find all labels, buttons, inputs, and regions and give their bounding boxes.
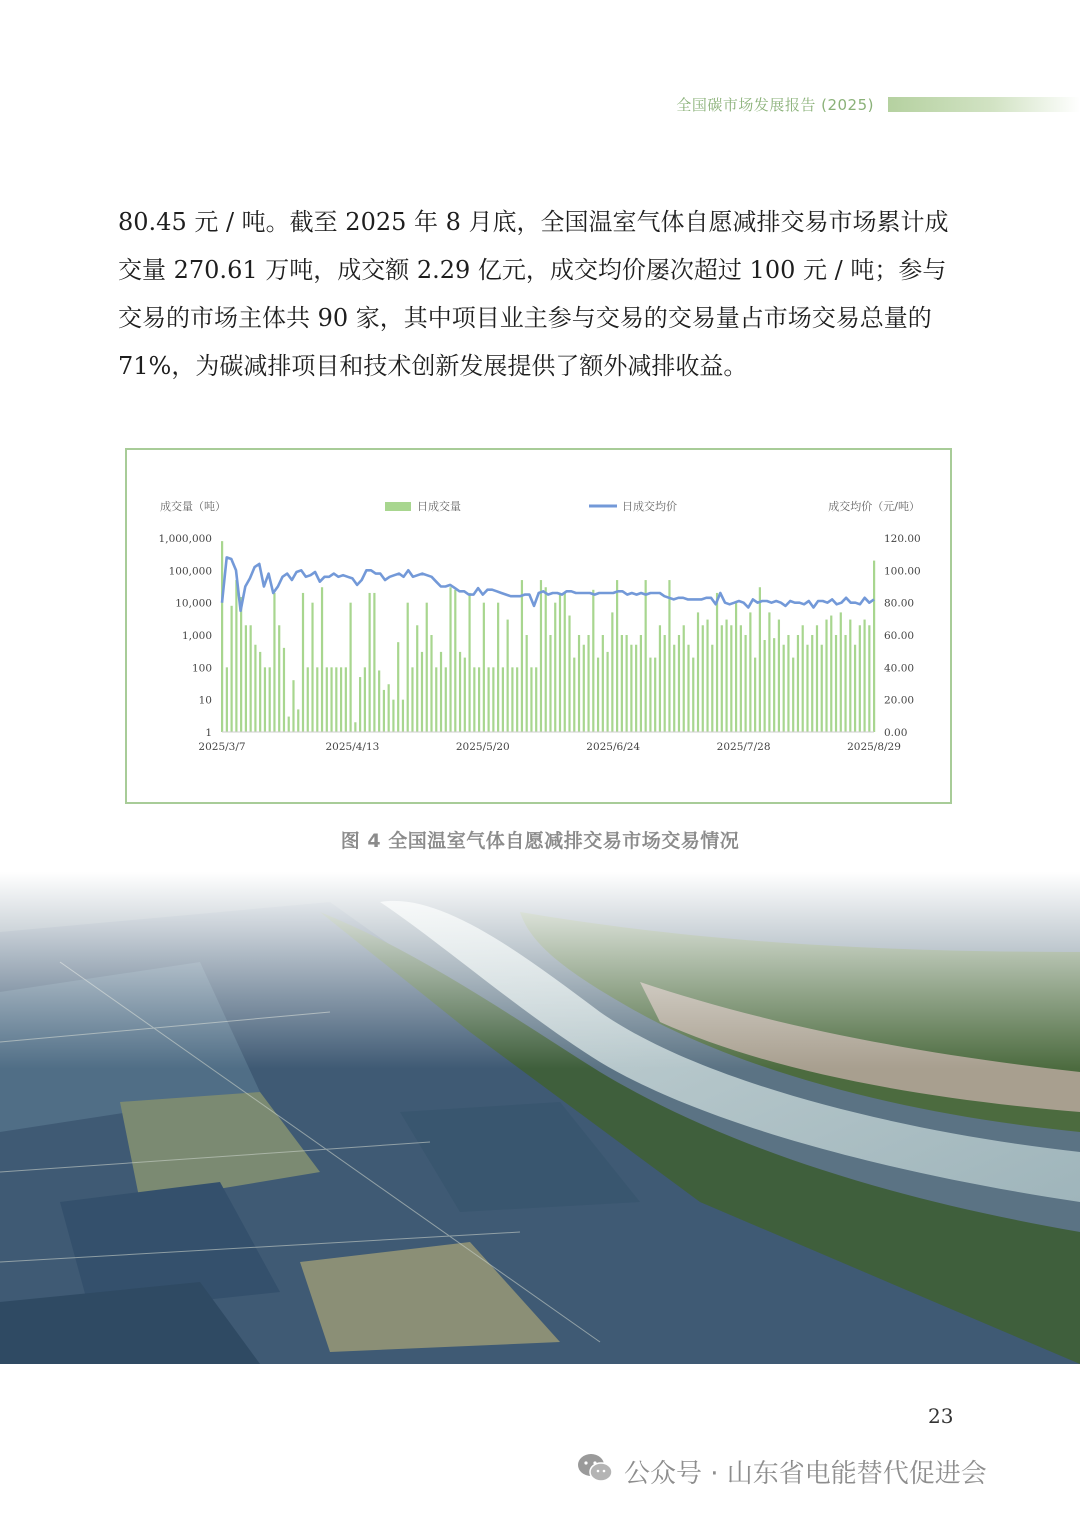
volume-bar bbox=[754, 658, 756, 732]
x-tick-label: 2025/4/13 bbox=[325, 741, 380, 753]
volume-bar bbox=[706, 620, 708, 732]
volume-bar bbox=[721, 625, 723, 732]
volume-bar bbox=[559, 593, 561, 732]
volume-bar bbox=[516, 667, 518, 732]
volume-bar bbox=[668, 580, 670, 732]
volume-bar bbox=[863, 620, 865, 732]
volume-bar bbox=[478, 667, 480, 732]
volume-bar bbox=[711, 645, 713, 732]
volume-bar bbox=[606, 652, 608, 732]
chart-frame bbox=[125, 448, 952, 804]
left-tick-label: 100 bbox=[191, 662, 212, 675]
volume-bar bbox=[349, 603, 351, 732]
volume-bar bbox=[749, 612, 751, 732]
volume-bar bbox=[340, 667, 342, 732]
volume-bar bbox=[697, 612, 699, 732]
running-header-title: 全国碳市场发展报告 (2025) bbox=[676, 96, 874, 114]
volume-bar bbox=[449, 587, 451, 732]
right-tick-label: 120.00 bbox=[884, 533, 921, 545]
volume-bar bbox=[402, 700, 404, 732]
legend-swatch-bar bbox=[385, 502, 411, 511]
volume-bar bbox=[311, 603, 313, 732]
volume-bar bbox=[407, 603, 409, 732]
volume-bar bbox=[430, 635, 432, 732]
x-tick-label: 2025/3/7 bbox=[198, 741, 246, 753]
volume-bar bbox=[768, 612, 770, 732]
volume-bar bbox=[783, 645, 785, 732]
volume-bar bbox=[364, 667, 366, 732]
right-axis-title: 成交均价（元/吨） bbox=[828, 500, 920, 513]
volume-bar bbox=[226, 667, 228, 732]
volume-bar bbox=[269, 667, 271, 732]
volume-bar bbox=[611, 612, 613, 732]
right-tick-label: 80.00 bbox=[884, 597, 915, 610]
volume-bar bbox=[307, 667, 309, 732]
volume-bar bbox=[488, 667, 490, 732]
volume-bar bbox=[626, 635, 628, 732]
volume-bar bbox=[778, 620, 780, 732]
volume-bar bbox=[621, 635, 623, 732]
volume-bar bbox=[764, 640, 766, 732]
volume-bar bbox=[502, 667, 504, 732]
volume-bar bbox=[587, 635, 589, 732]
left-tick-label: 10,000 bbox=[175, 597, 212, 610]
right-tick-label: 100.00 bbox=[884, 565, 921, 578]
volume-bar bbox=[326, 667, 328, 732]
x-tick-label: 2025/6/24 bbox=[586, 741, 641, 753]
volume-bar bbox=[678, 635, 680, 732]
volume-bar bbox=[497, 603, 499, 732]
volume-bar bbox=[221, 541, 223, 732]
volume-bar bbox=[868, 625, 870, 732]
volume-bar bbox=[283, 648, 285, 732]
legend-label-price: 日成交均价 bbox=[622, 500, 677, 513]
volume-bar bbox=[235, 580, 237, 732]
volume-bar bbox=[264, 667, 266, 732]
volume-bar bbox=[716, 593, 718, 732]
volume-bar bbox=[459, 652, 461, 732]
volume-bar bbox=[245, 625, 247, 732]
wechat-icon bbox=[576, 1452, 614, 1491]
volume-bar bbox=[702, 625, 704, 732]
volume-bar bbox=[464, 658, 466, 732]
left-tick-label: 1,000 bbox=[181, 630, 212, 642]
volume-bar bbox=[416, 625, 418, 732]
volume-bar bbox=[259, 652, 261, 732]
volume-bar bbox=[473, 667, 475, 732]
volume-bar bbox=[873, 561, 875, 732]
volume-bar bbox=[335, 667, 337, 732]
volume-bar bbox=[445, 667, 447, 732]
volume-bar bbox=[745, 635, 747, 732]
volume-bar bbox=[578, 635, 580, 732]
volume-bar bbox=[806, 645, 808, 732]
watermark-text: 公众号 · 山东省电能替代促进会 bbox=[624, 1459, 987, 1489]
volume-bar bbox=[426, 603, 428, 732]
x-tick-label: 2025/7/28 bbox=[716, 741, 771, 753]
volume-bar bbox=[278, 625, 280, 732]
volume-bar bbox=[811, 635, 813, 732]
volume-bar bbox=[526, 635, 528, 732]
volume-bar bbox=[231, 606, 233, 732]
volume-bar bbox=[583, 645, 585, 732]
volume-bar bbox=[844, 635, 846, 732]
volume-bar bbox=[273, 593, 275, 732]
watermark bbox=[576, 1452, 987, 1491]
volume-bar bbox=[602, 635, 604, 732]
left-tick-label: 1,000,000 bbox=[158, 533, 212, 545]
chart-legend bbox=[385, 499, 677, 513]
body-paragraph bbox=[118, 198, 978, 390]
volume-bar bbox=[383, 690, 385, 732]
volume-bar bbox=[568, 616, 570, 732]
aerial-photo-image bbox=[0, 872, 1080, 1364]
volume-bar bbox=[840, 612, 842, 732]
body-line: 80.45 元 / 吨。截至 2025 年 8 月底，全国温室气体自愿减排交易市场累计成 bbox=[118, 208, 949, 236]
volume-bar bbox=[483, 603, 485, 732]
volume-bar bbox=[773, 638, 775, 732]
volume-price-chart bbox=[127, 450, 954, 806]
volume-bar bbox=[369, 593, 371, 732]
volume-bar bbox=[640, 635, 642, 732]
volume-bar bbox=[649, 658, 651, 732]
aerial-photo bbox=[0, 872, 1080, 1364]
volume-bar bbox=[397, 642, 399, 732]
volume-bar bbox=[854, 645, 856, 732]
volume-bar bbox=[345, 667, 347, 732]
volume-bar bbox=[859, 625, 861, 732]
volume-bar bbox=[821, 645, 823, 732]
figure-caption: 图 4 全国温室气体自愿减排交易市场交易情况 bbox=[340, 830, 740, 852]
volume-bar bbox=[564, 593, 566, 732]
volume-bar bbox=[388, 684, 390, 732]
volume-bar bbox=[816, 625, 818, 732]
volume-bar bbox=[511, 667, 513, 732]
volume-bar bbox=[297, 709, 299, 732]
left-axis-title: 成交量（吨） bbox=[160, 500, 226, 513]
x-tick-label: 2025/5/20 bbox=[455, 741, 510, 753]
volume-bar bbox=[573, 658, 575, 732]
left-tick-label: 100,000 bbox=[168, 565, 212, 578]
volume-bar bbox=[302, 593, 304, 732]
left-tick-label: 1 bbox=[205, 727, 212, 739]
volume-bar bbox=[692, 658, 694, 732]
volume-bar bbox=[507, 620, 509, 732]
volume-bar bbox=[735, 603, 737, 732]
volume-bar bbox=[645, 580, 647, 732]
volume-bar bbox=[740, 625, 742, 732]
volume-bar bbox=[725, 620, 727, 732]
volume-bar bbox=[521, 580, 523, 732]
volume-bar bbox=[545, 587, 547, 732]
volume-bar bbox=[411, 667, 413, 732]
volume-bar bbox=[540, 580, 542, 732]
volume-bar bbox=[250, 625, 252, 732]
volume-bar bbox=[592, 590, 594, 732]
volume-bar bbox=[835, 635, 837, 732]
left-axis bbox=[159, 533, 212, 739]
legend-label-volume: 日成交量 bbox=[417, 500, 461, 513]
volume-bar bbox=[659, 625, 661, 732]
volume-bar bbox=[435, 667, 437, 732]
volume-bar bbox=[654, 658, 656, 732]
volume-bar bbox=[240, 597, 242, 732]
page-number: 23 bbox=[928, 1404, 954, 1428]
volume-bar bbox=[825, 620, 827, 732]
volume-bar bbox=[392, 700, 394, 732]
volume-bar bbox=[292, 680, 294, 732]
volume-bar bbox=[683, 625, 685, 732]
volume-bar bbox=[730, 625, 732, 732]
volume-bar bbox=[549, 635, 551, 732]
volume-bar bbox=[454, 590, 456, 732]
running-header-bar bbox=[888, 97, 1080, 112]
volume-bar bbox=[597, 658, 599, 732]
volume-bar bbox=[849, 620, 851, 732]
volume-bar bbox=[792, 658, 794, 732]
right-tick-label: 0.00 bbox=[884, 727, 908, 739]
x-tick-label: 2025/8/29 bbox=[847, 741, 901, 753]
body-line: 71%，为碳减排项目和技术创新发展提供了额外减排收益。 bbox=[118, 352, 748, 380]
volume-bar bbox=[321, 587, 323, 732]
volume-bar bbox=[687, 645, 689, 732]
volume-bar bbox=[359, 677, 361, 732]
volume-bar bbox=[530, 667, 532, 732]
volume-bar bbox=[354, 722, 356, 732]
volume-bar bbox=[254, 645, 256, 732]
volume-bar bbox=[440, 652, 442, 732]
volume-bar bbox=[787, 635, 789, 732]
volume-bar bbox=[802, 625, 804, 732]
right-tick-label: 20.00 bbox=[884, 694, 915, 707]
volume-bar bbox=[421, 652, 423, 732]
volume-bar bbox=[316, 667, 318, 732]
volume-bar bbox=[635, 645, 637, 732]
volume-bar bbox=[664, 635, 666, 732]
volume-bar bbox=[616, 580, 618, 732]
volume-bar bbox=[830, 616, 832, 732]
volume-bar bbox=[759, 587, 761, 732]
volume-bar bbox=[630, 645, 632, 732]
volume-bar bbox=[330, 667, 332, 732]
volume-bars bbox=[221, 541, 875, 732]
volume-bar bbox=[492, 667, 494, 732]
right-tick-label: 40.00 bbox=[884, 662, 915, 675]
body-line: 交易的市场主体共 90 家，其中项目业主参与交易的交易量占市场交易总量的 bbox=[118, 304, 932, 332]
volume-bar bbox=[378, 670, 380, 732]
volume-bar bbox=[288, 717, 290, 732]
left-tick-label: 10 bbox=[198, 694, 212, 707]
volume-bar bbox=[468, 593, 470, 732]
price-line bbox=[222, 557, 874, 610]
x-axis bbox=[198, 741, 901, 753]
volume-bar bbox=[554, 603, 556, 732]
volume-bar bbox=[673, 645, 675, 732]
volume-bar bbox=[797, 635, 799, 732]
body-line: 交量 270.61 万吨，成交额 2.29 亿元，成交均价屡次超过 100 元 / 吨；参与 bbox=[118, 256, 947, 284]
volume-bar bbox=[535, 667, 537, 732]
volume-bar bbox=[373, 593, 375, 732]
right-tick-label: 60.00 bbox=[884, 630, 915, 642]
right-axis bbox=[884, 533, 921, 739]
